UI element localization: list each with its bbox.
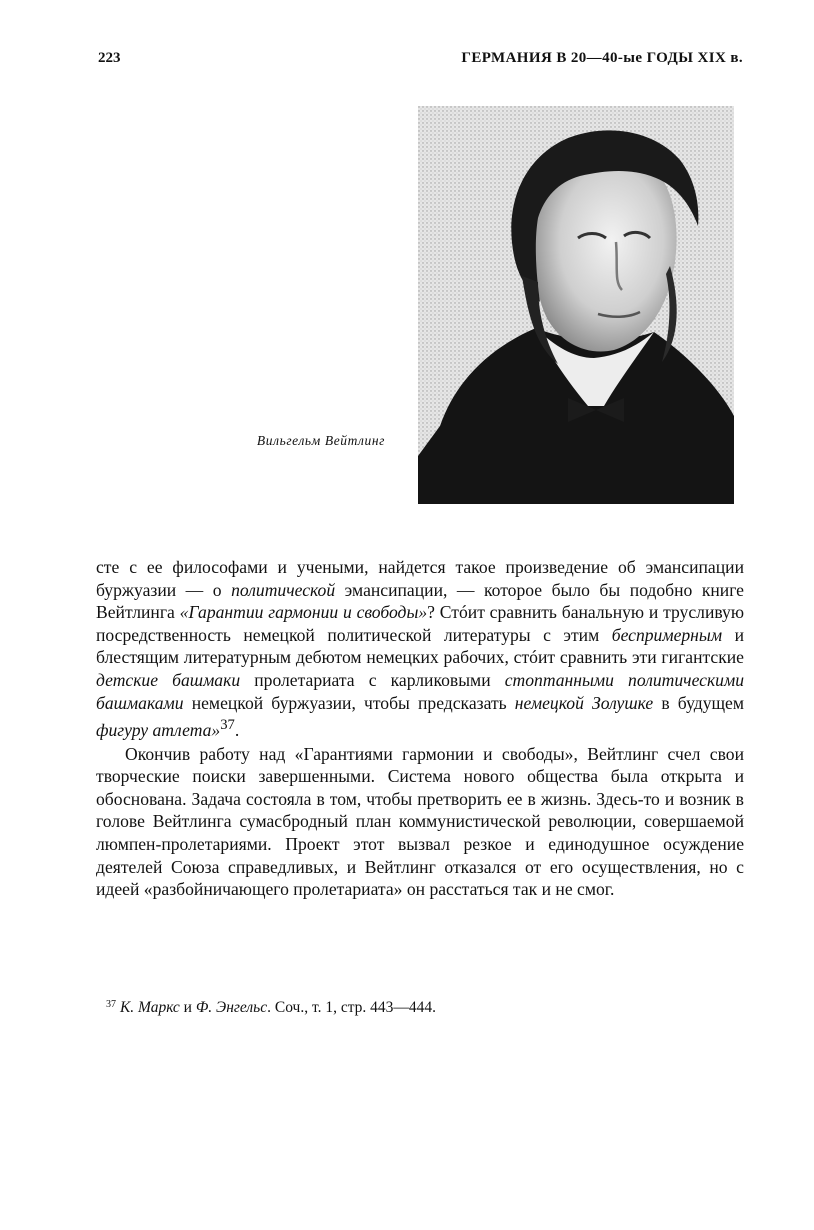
page-number: 223 (98, 50, 121, 66)
footnote-number: 37 (106, 999, 116, 1010)
running-head-title: ГЕРМАНИЯ В 20—40-ые ГОДЫ XIX в. (461, 50, 743, 66)
text-run: . (234, 720, 240, 741)
text-run: и блестящим литературным дебютом немецких рабочих, стóит сравнить эти гигантские (96, 624, 744, 668)
footnote-author-1: К. Маркс (120, 999, 180, 1016)
paragraph-1 (96, 556, 744, 742)
italic-run: немецкой Золушке (514, 692, 654, 713)
portrait-photo (418, 106, 734, 504)
body-text (96, 556, 744, 901)
italic-run: детские башмаки (96, 669, 241, 690)
text-run: эмансипации, — которое было бы подобно книге Вейтлинга (96, 579, 744, 623)
italic-run: фигуру атлета» (96, 720, 221, 741)
footnote-reference: 37 (220, 717, 235, 734)
italic-run: беспримерным (611, 624, 723, 645)
running-header (98, 50, 743, 72)
paragraph-2: Окончив работу над «Гарантиями гармонии и свободы», Вейтлинг счел свои творческие поиски завершенными. Система нового общества была открыта и обоснована. Задача состояла в том, чтобы претворить ее в жизнь. Здесь-то и возник в голове Вейтлинга сумасбродный план коммунистической революции, совершаемой люмпен-пролетариями. Проект этот вызвал резкое и единодушное осуждение деятелей Союза справедливых, и Вейтлинг отказался от его осуществления, но с идеей «разбойничающего пролетариата» он расстаться так и не смог. (96, 743, 744, 900)
footnote-author-2: Ф. Энгельс (195, 999, 268, 1016)
text-run: пролетариата с карликовыми (240, 669, 505, 690)
text-run: сте с ее философами и учеными, найдется такое произведение об эмансипации буржуазии — о (96, 557, 744, 600)
text-run: немецкой буржуазии, чтобы предсказать (183, 692, 515, 713)
italic-run: «Гарантии гармонии и свободы» (179, 602, 428, 623)
text-run: ? Стóит сравнить банальную и трусливую посредственность немецкой политической литературы с этим (96, 602, 745, 645)
figure-caption: Вильгельм Вейтлинг (256, 433, 385, 448)
italic-run: политической (231, 579, 336, 600)
footnote-citation: . Соч., т. 1, стр. 443—444. (267, 999, 437, 1016)
italic-run: стоптанными политическими башмаками (96, 669, 745, 713)
footnote-text: и (179, 999, 196, 1016)
text-run: в будущем (653, 692, 744, 713)
footnote (106, 999, 746, 1017)
